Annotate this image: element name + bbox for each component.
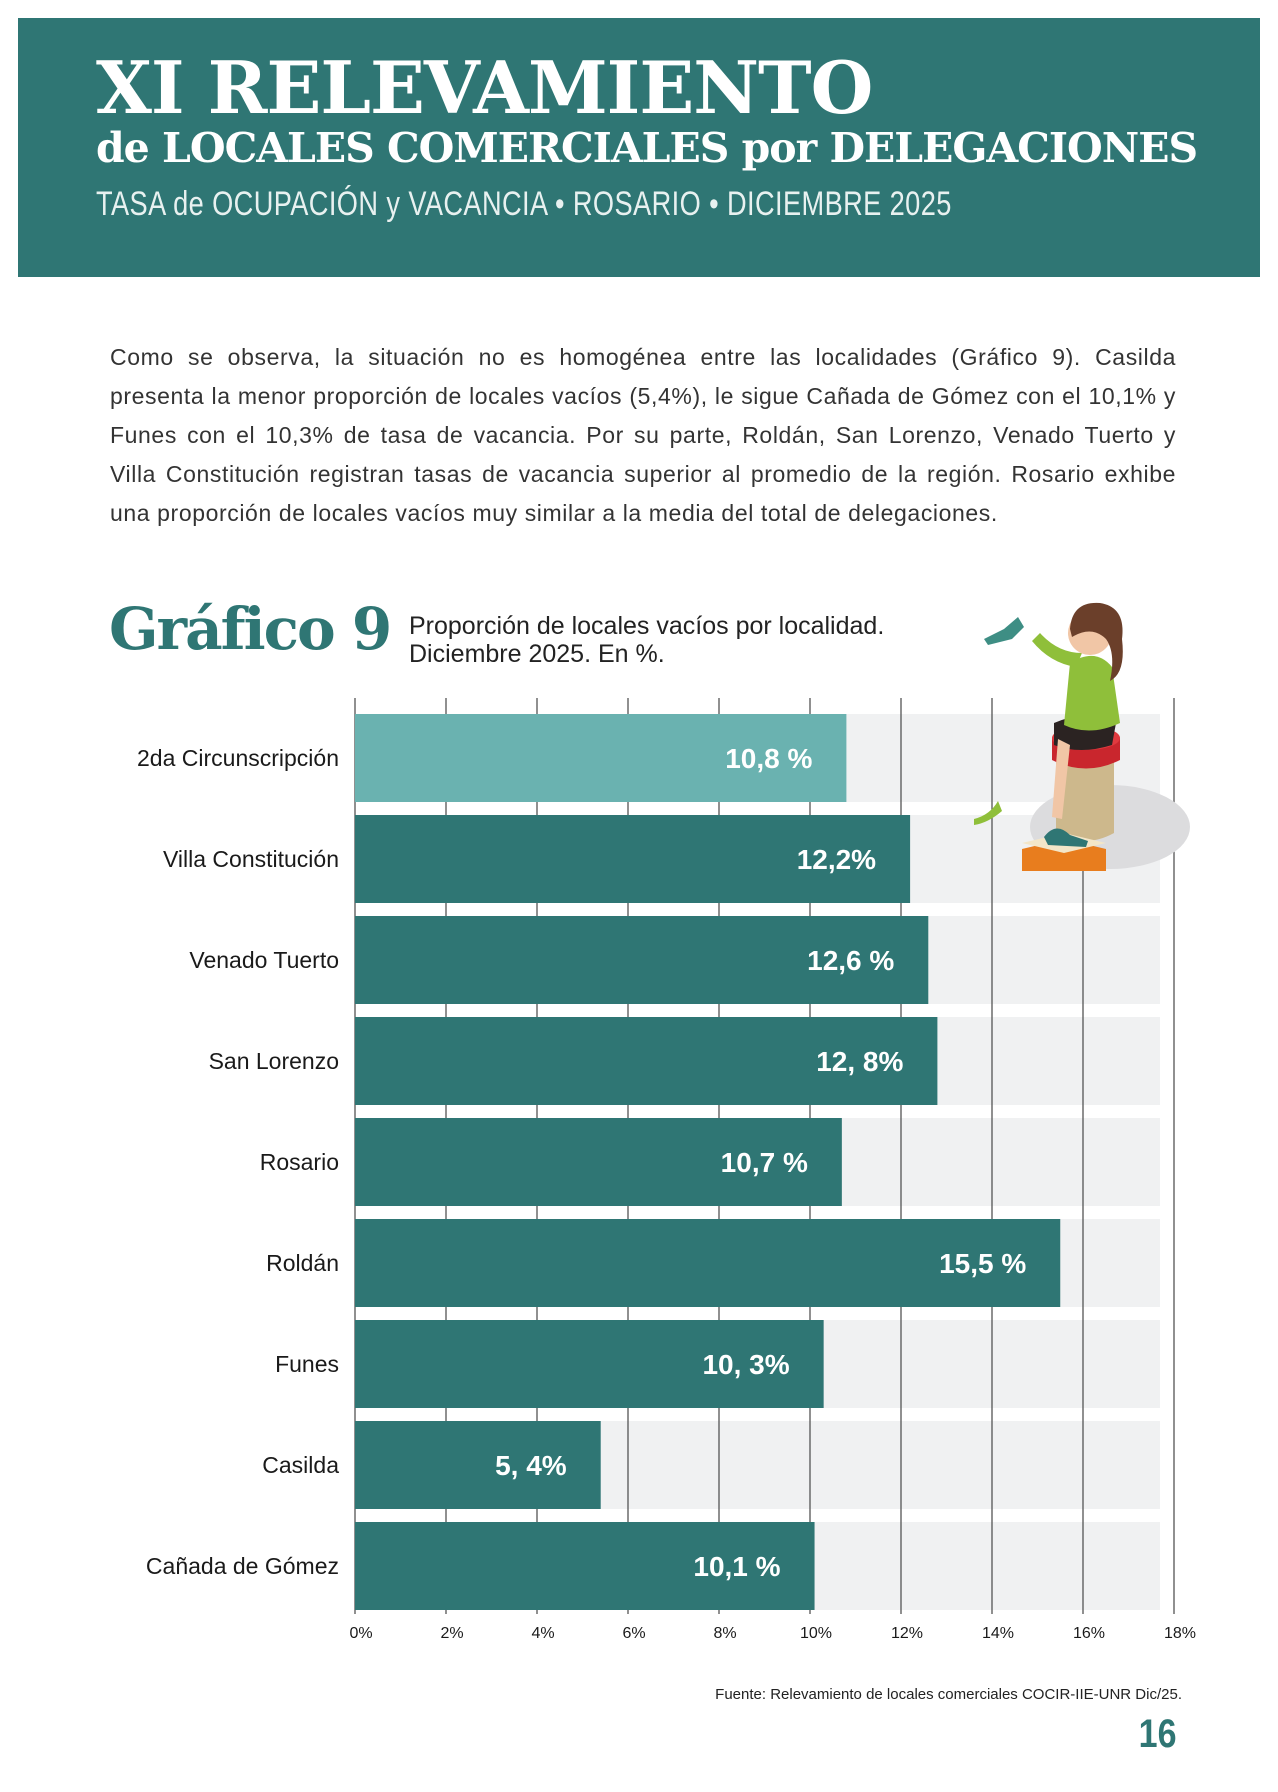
intro-paragraph: Como se observa, la situación no es homogénea entre las localidades (Gráfico 9). Casilda presenta la menor proporción de locales vacíos (5,4%), le sigue Cañada de Gómez con el 10,1% y Funes con el 10,3% de tasa de vacancia. Por su parte, Roldán, San Lorenzo, Venado Tuerto y Villa Constitución registran tasas de vacancia superior al promedio de la región. Rosario exhibe una proporción de locales vacíos muy similar a la media del total de delegaciones. [110,344,1176,526]
x-tick-label: 18% [1163,1625,1197,1642]
data-label: 15,5 % [939,1248,1027,1279]
x-tick-label: 4% [531,1625,555,1642]
x-tick-label: 16% [1072,1625,1106,1642]
category-label: Funes [275,1351,339,1377]
report-subtitle: de LOCALES COMERCIALES por DELEGACIONES [96,124,1198,172]
x-tick-label: 2% [440,1625,464,1642]
category-label: Villa Constitución [162,846,339,872]
graph-description-line2: Diciembre 2025. En %. [409,640,665,668]
category-label: Cañada de Gómez [145,1553,339,1579]
x-tick-label: 8% [713,1625,737,1642]
data-label: 10, 3% [702,1349,790,1380]
shopper-illustration [960,555,1200,900]
x-tick-label: 12% [890,1625,924,1642]
data-label: 12, 8% [816,1046,904,1077]
data-label: 10,7 % [720,1147,808,1178]
data-label: 5, 4% [495,1450,567,1481]
category-label: Roldán [266,1250,339,1276]
category-label: Casilda [262,1452,339,1478]
category-label: Venado Tuerto [189,947,339,973]
page-number: 16 [1138,1712,1176,1756]
report-tagline: TASA de OCUPACIÓN y VACANCIA • ROSARIO • DICIEMBRE 2025 [96,185,952,223]
data-label: 10,8 % [725,743,813,774]
x-tick-label: 0% [349,1625,373,1642]
data-label: 12,6 % [807,945,895,976]
report-title: XI RELEVAMIENTO [96,45,873,130]
data-label: 12,2% [796,844,877,875]
graph-label: Gráfico 9 [109,595,391,663]
category-label: San Lorenzo [208,1048,339,1074]
chart-source: Fuente: Relevamiento de locales comerciales COCIR-IIE-UNR Dic/25. [715,1686,1182,1703]
x-tick-label: 10% [799,1625,833,1642]
category-label: 2da Circunscripción [137,745,339,771]
category-label: Rosario [259,1149,339,1175]
x-tick-label: 6% [622,1625,646,1642]
data-label: 10,1 % [693,1551,781,1582]
x-tick-label: 14% [981,1625,1015,1642]
graph-description-line1: Proporción de locales vacíos por localidad. [409,612,885,640]
